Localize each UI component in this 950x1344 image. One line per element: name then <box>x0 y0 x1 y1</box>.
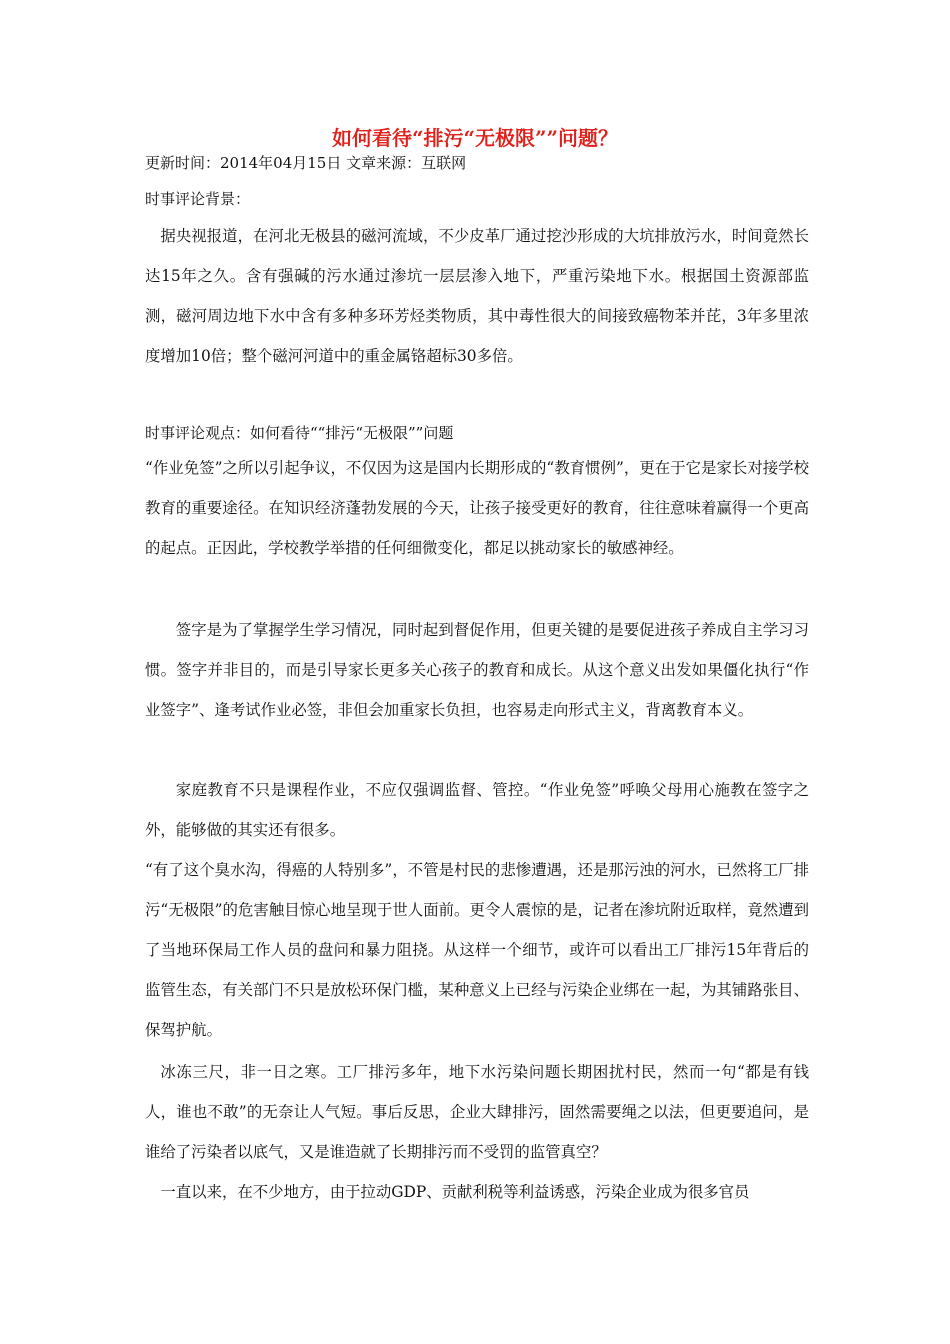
background-paragraph: 据央视报道，在河北无极县的磁河流域，不少皮革厂通过挖沙形成的大坑排放污水，时间竟然长达15年之久。含有强碱的污水通过渗坑一层层渗入地下，严重污染地下水。根据国土资源部监测，磁河周边地下水中含有多种多环芳烃类物质，其中毒性很大的间接致癌物苯并芘，3年多里浓度增加10倍；整个磁河河道中的重金属铬超标30多倍。 <box>145 227 809 365</box>
paragraph-5: 冰冻三尺，非一日之寒。工厂排污多年，地下水污染问题长期困扰村民，然而一句“都是有钱人，谁也不敢”的无奈让人气短。事后反思，企业大肆排污，固然需要绳之以法，但更要追问，是谁给了污染者以底气，又是谁造就了长期排污而不受罚的监管真空？ <box>145 1063 809 1161</box>
viewpoint-label: 时事评论观点：如何看待““排污“无极限””问题 <box>145 424 454 442</box>
paragraph-2: 签字是为了掌握学生学习情况，同时起到督促作用，但更关键的是要促进孩子养成自主学习习惯。签字并非目的，而是引导家长更多关心孩子的教育和成长。从这个意义出发如果僵化执行“作业签字”、逢考试作业必签，非但会加重家长负担，也容易走向形式主义，背离教育本义。 <box>145 621 809 719</box>
meta-line: 更新时间：2014年04月15日 文章来源：互联网 <box>145 154 467 172</box>
paragraph-1: “作业免签”之所以引起争议，不仅因为这是国内长期形成的“教育惯例”，更在于它是家长对接学校教育的重要途径。在知识经济蓬勃发展的今天，让孩子接受更好的教育，往往意味着赢得一个更高的起点。正因此，学校教学举措的任何细微变化，都足以挑动家长的敏感神经。 <box>145 459 809 557</box>
background-label: 时事评论背景： <box>145 190 251 208</box>
document-title: 如何看待“排污“无极限””问题？ <box>331 126 618 150</box>
paragraph-3: 家庭教育不只是课程作业，不应仅强调监督、管控。“作业免签”呼唤父母用心施教在签字之外，能够做的其实还有很多。 <box>145 781 809 839</box>
paragraph-4: “有了这个臭水沟，得癌的人特别多”，不管是村民的悲惨遭遇，还是那污浊的河水，已然将工厂排污“无极限”的危害触目惊心地呈现于世人面前。更令人震惊的是，记者在渗坑附近取样，竟然遭到了当地环保局工作人员的盘问和暴力阻挠。从这样一个细节，或许可以看出工厂排污15年背后的监管生态，有关部门不只是放松环保门槛，某种意义上已经与污染企业绑在一起，为其铺路张目、保驾护航。 <box>145 861 809 1039</box>
paragraph-6: 一直以来，在不少地方，由于拉动GDP、贡献利税等利益诱惑，污染企业成为很多官员 <box>160 1183 750 1201</box>
